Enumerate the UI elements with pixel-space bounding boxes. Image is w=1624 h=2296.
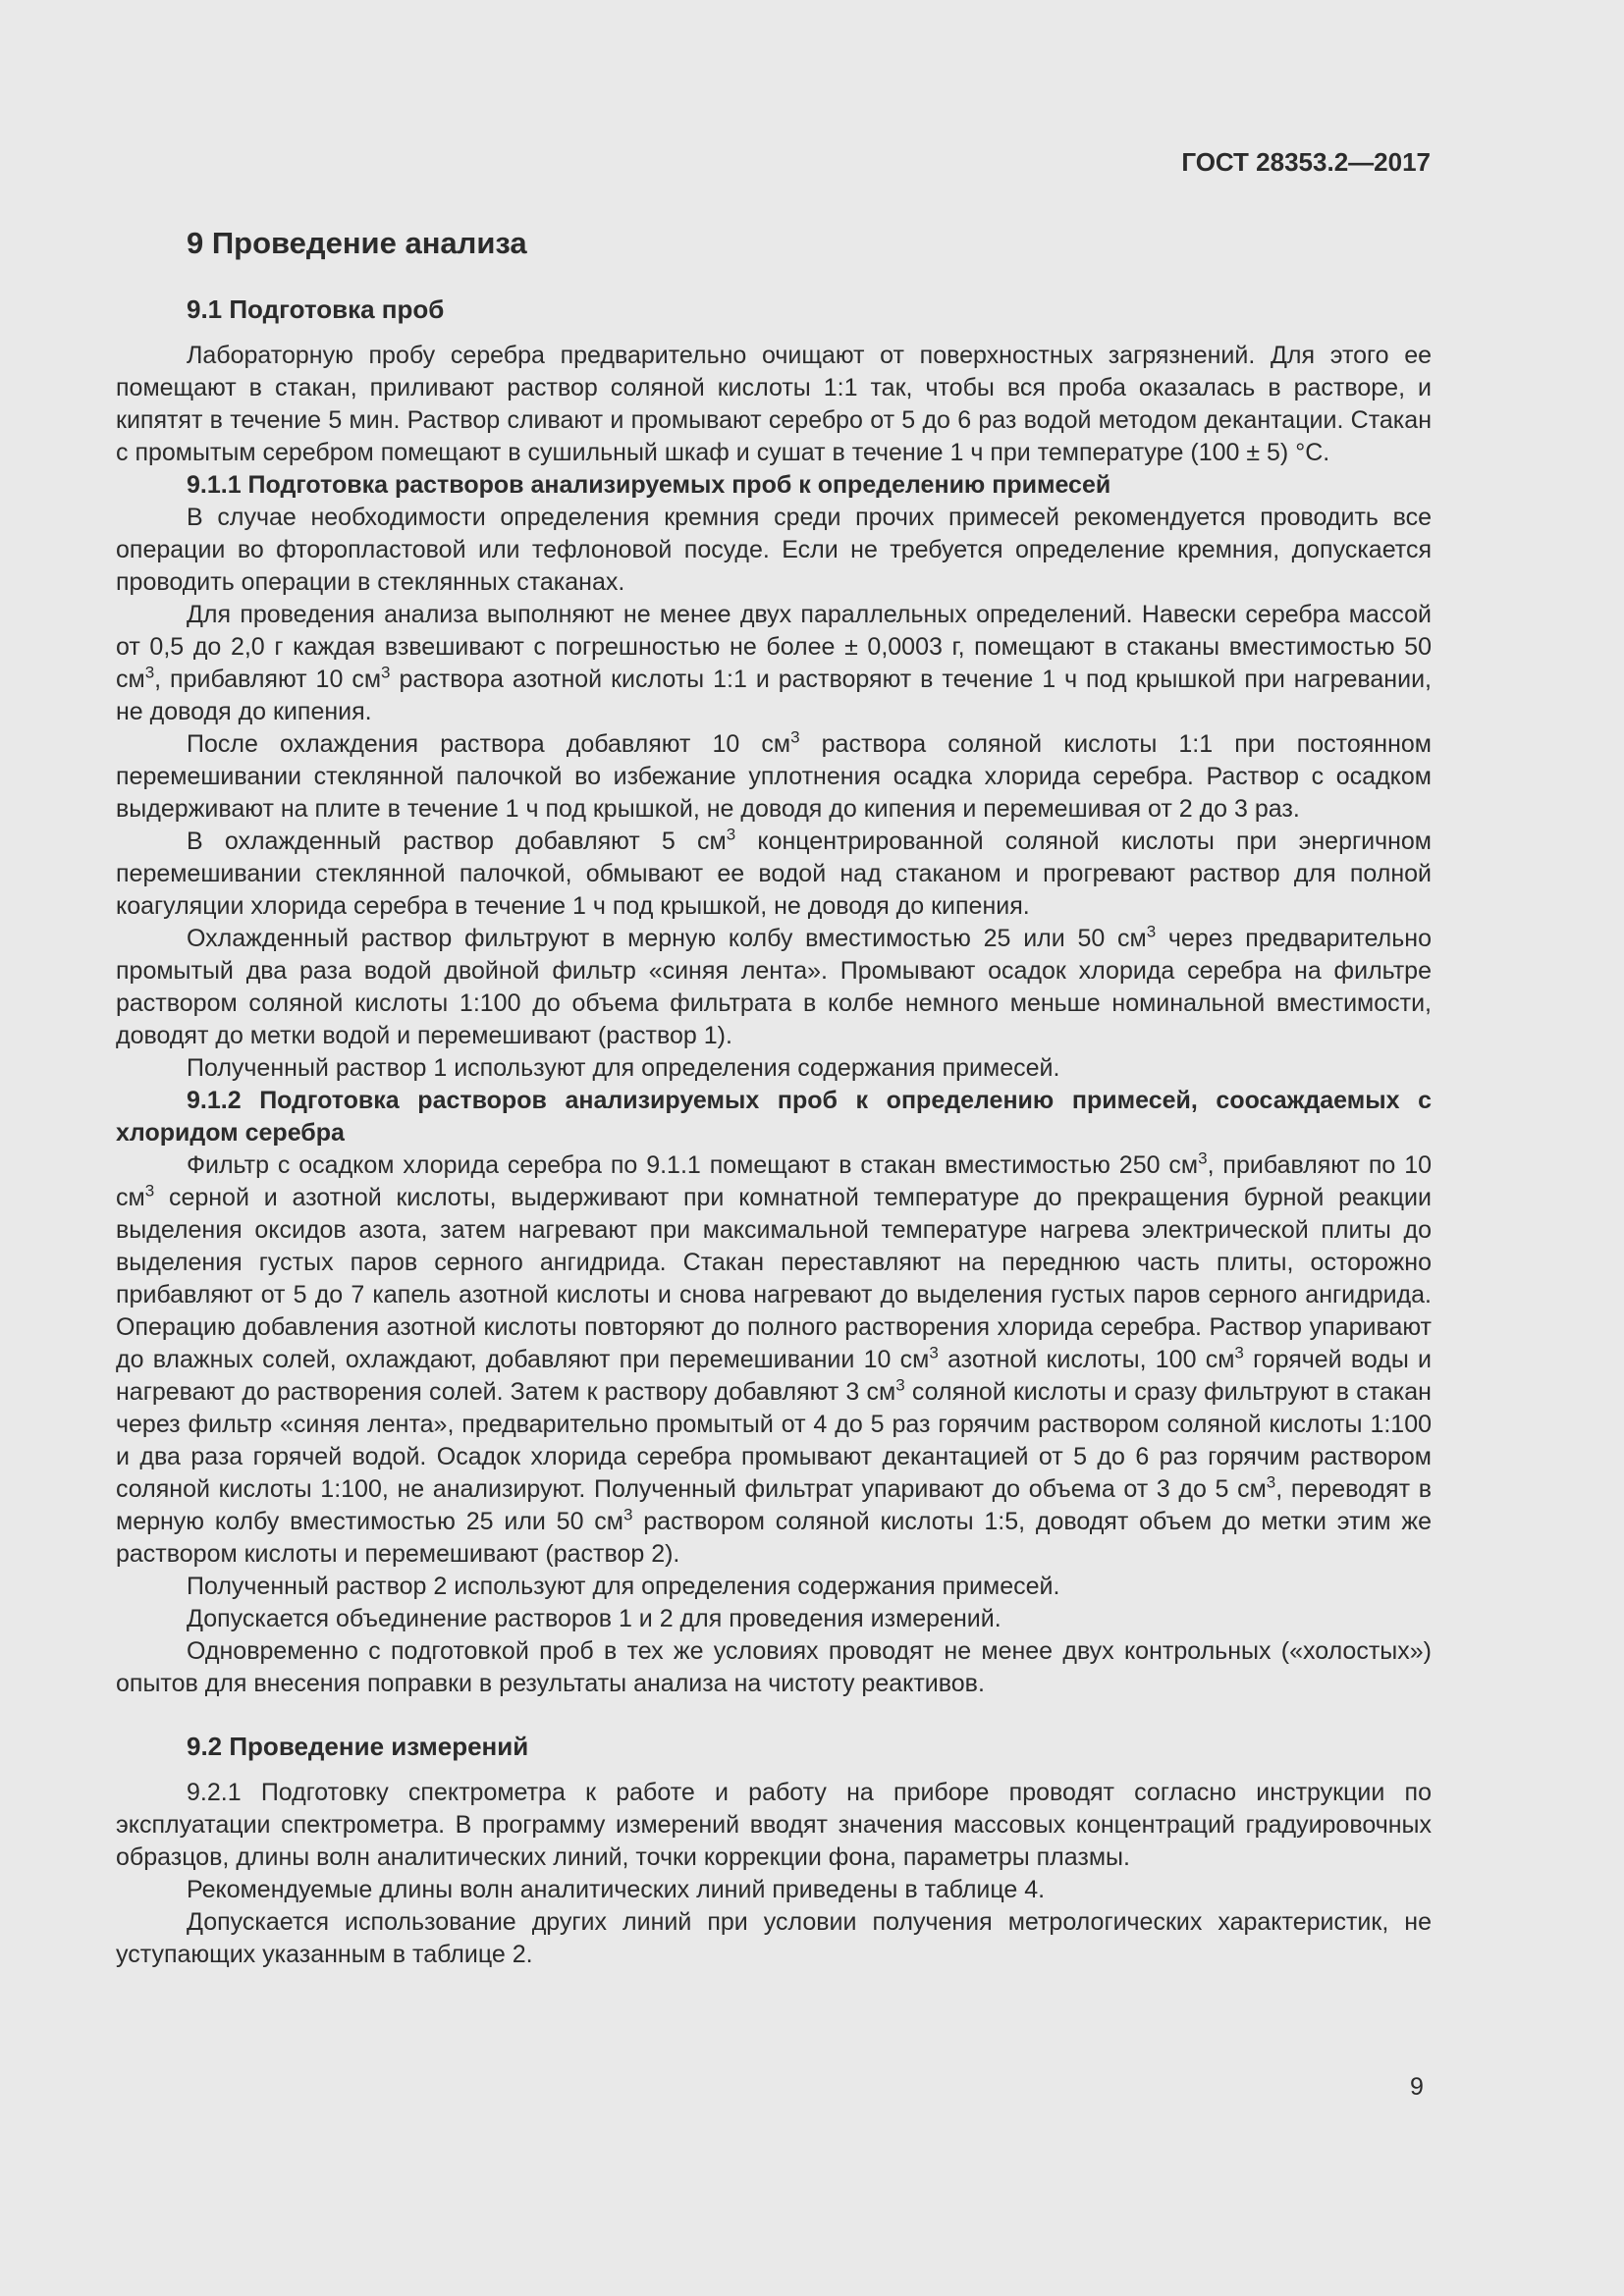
section-title: 9 Проведение анализа: [187, 226, 527, 260]
superscript: 3: [726, 825, 736, 844]
subsection-title-9-2: 9.2 Проведение измерений: [187, 1732, 529, 1761]
superscript: 3: [1198, 1148, 1208, 1168]
clause-title-9-1-1: 9.1.1 Подготовка растворов анализируемых проб к определению примесей: [187, 471, 1111, 499]
superscript: 3: [144, 1181, 155, 1201]
superscript: 3: [381, 663, 391, 682]
superscript: 3: [144, 663, 155, 682]
paragraph: Для проведения анализа выполняют не менее двух параллельных определений. Навески серебра массой от 0,5 до 2,0 г каждая взвешивают с погрешностью не более ± 0,0003 г, помещают в стаканы вместимостью 50 $см^3$, прибавляют 10 $см^3$ раствора азотной кислоты 1:1 и растворяют в течение 1 ч под крышкой при нагревании, не доводя до кипения.: [116, 601, 1432, 725]
superscript: 3: [895, 1375, 905, 1395]
paragraph: Фильтр с осадком хлорида серебра по 9.1.1 помещают в стакан вместимостью 250 $см^3$, прибавляют по 10 $см^3$ серной и азотной кислоты, выдерживают при комнатной температуре до прекращения бурной реакции выделения оксидов азота, затем нагревают при максимальной температуре нагрева электрической плиты до выделения густых паров серного ангидрида. Стакан переставляют на переднюю часть плиты, осторожно прибавляют от 5 до 7 капель азотной кислоты и снова нагревают до выделения густых паров серного ангидрида. Операцию добавления азотной кислоты повторяют до полного растворения хлорида серебра. Раствор упаривают до влажных солей, охлаждают, добавляют при перемешивании 10 $см^3$ азотной кислоты, 100 $см^3$ горячей воды и нагревают до растворения солей. Затем к раствору добавляют 3 $см^3$ соляной кислоты и сразу фильтруют в стакан через фильтр «синяя лента», предварительно промытый от 4 до 5 раз горячим раствором соляной кислоты 1:100 и два раза горячей водой. Осадок хлорида серебра промывают декантацией от 5 до 6 раз горячим раствором соляной кислоты 1:100, не анализируют. Полученный фильтрат упаривают до объема от 3 до 5 $см^3$, переводят в мерную колбу вместимостью 25 или 50 $см^3$ раствором соляной кислоты 1:5, доводят объем до метки этим же раствором кислоты и перемешивают (раствор 2).: [116, 1148, 1432, 1568]
document-code: ГОСТ 28353.2—2017: [1181, 147, 1431, 177]
superscript: 3: [1266, 1472, 1276, 1492]
subsection-title-9-1: 9.1 Подготовка проб: [187, 294, 445, 324]
paragraph: После охлаждения раствора добавляют 10 $см^3$ раствора соляной кислоты 1:1 при постоянном перемешивании стеклянной палочкой во избежание уплотнения осадка хлорида серебра. Раствор с осадком выдерживают на плите в течение 1 ч под крышкой, не доводя до кипения и перемешивая от 2 до 3 раз.: [116, 727, 1432, 823]
superscript: 3: [623, 1505, 633, 1524]
paragraph: Рекомендуемые длины волн аналитических линий приведены в таблице 4.: [187, 1876, 1046, 1903]
paragraph: Полученный раствор 1 используют для определения содержания примесей.: [187, 1054, 1060, 1082]
paragraph: Лабораторную пробу серебра предварительно очищают от поверхностных загрязнений. Для этого ее помещают в стакан, приливают раствор соляной кислоты 1:1 так, чтобы вся проба оказалась в растворе, и кипятят в течение 5 мин. Раствор сливают и промывают серебро от 5 до 6 раз водой методом декантации. Стакан с промытым серебром помещают в сушильный шкаф и сушат в течение 1 ч при температуре (100 ± 5) °С.: [116, 342, 1432, 466]
superscript: 3: [929, 1343, 939, 1362]
paragraph: 9.2.1 Подготовку спектрометра к работе и работу на приборе проводят согласно инструкции по эксплуатации спектрометра. В программу измерений вводят значения массовых концентраций градуировочных образцов, длины волн аналитических линий, точки коррекции фона, параметры плазмы.: [116, 1779, 1432, 1871]
paragraph: Допускается объединение растворов 1 и 2 для проведения измерений.: [187, 1605, 1001, 1632]
paragraph: Полученный раствор 2 используют для определения содержания примесей.: [187, 1573, 1060, 1600]
superscript: 3: [1234, 1343, 1244, 1362]
paragraph: Одновременно с подготовкой проб в тех же условиях проводят не менее двух контрольных («холостых») опытов для внесения поправки в результаты анализа на чистоту реактивов.: [116, 1637, 1432, 1697]
page-number: 9: [1410, 2073, 1424, 2101]
superscript: 3: [790, 727, 800, 747]
clause-title-9-1-2: 9.1.2 Подготовка растворов анализируемых проб к определению примесей, соосаждаемых с хлоридом серебра: [116, 1087, 1432, 1147]
superscript: 3: [1146, 922, 1157, 941]
paragraph: В случае необходимости определения кремния среди прочих примесей рекомендуется проводить все операции во фторопластовой или тефлоновой посуде. Если не требуется определение кремния, допускается проводить операции в стеклянных стаканах.: [116, 504, 1432, 596]
paragraph: Допускается использование других линий при условии получения метрологических характеристик, не уступающих указанным в таблице 2.: [116, 1908, 1432, 1968]
paragraph: Охлажденный раствор фильтруют в мерную колбу вместимостью 25 или 50 $см^3$ через предварительно промытый два раза водой двойной фильтр «синяя лента». Промывают осадок хлорида серебра на фильтре раствором соляной кислоты 1:100 до объема фильтрата в колбе немного меньше номинальной вместимости, доводят до метки водой и перемешивают (раствор 1).: [116, 922, 1433, 1049]
page-content: [116, 224, 1432, 1971]
paragraph: В охлажденный раствор добавляют 5 $см^3$ концентрированной соляной кислоты при энергичном перемешивании стеклянной палочкой, обмывают ее водой над стаканом и прогревают раствор для полной коагуляции хлорида серебра в течение 1 ч под крышкой, не доводя до кипения.: [116, 825, 1432, 920]
